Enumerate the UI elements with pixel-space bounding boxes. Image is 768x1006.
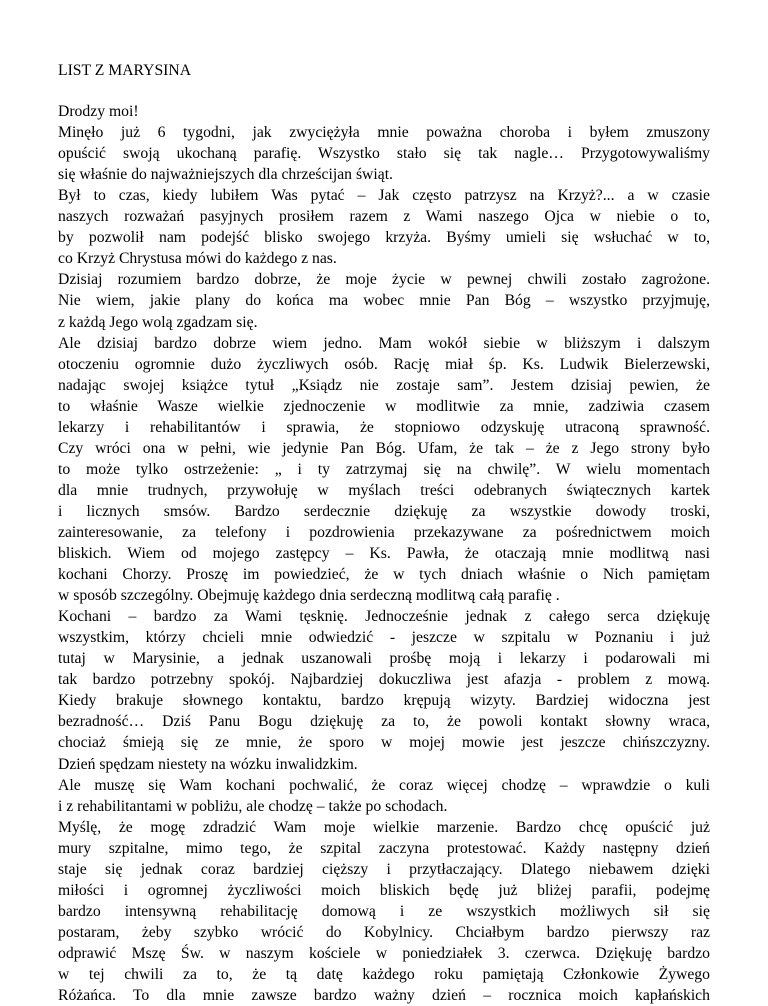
text-line: kochani Chorzy. Proszę im powiedzieć, że w tych dniach właśnie o Nich pamiętam (58, 566, 710, 584)
text-line: i licznych smsów. Bardzo serdecznie dziękuję za wszystkie dowody troski, (58, 502, 710, 520)
text-line: miłości i ogromnej życzliwości moich bliskich będę już bliżej parafii, podejmę (58, 881, 710, 899)
text-line: się właśnie do najważniejszych dla chrześcijan świąt. (58, 166, 393, 184)
text-line: by pozwolił nam podejść blisko swojego krzyża. Byśmy umieli się wsłuchać w to, (58, 229, 710, 247)
letter-page (58, 60, 710, 1006)
text-line: Był to czas, kiedy lubiłem Was pytać – Jak często patrzysz na Krzyż?... a w czasie (58, 187, 710, 205)
text-line: Ale dzisiaj bardzo dobrze wiem jedno. Mam wokół siebie w bliższym i dalszym (58, 334, 710, 352)
text-line: i z rehabilitantami w pobliżu, ale chodzę – także po schodach. (58, 797, 448, 815)
text-line: bardzo intensywną rehabilitację domową i ze wszystkich możliwych sił się (58, 902, 710, 920)
text-line: Drodzy moi! (58, 103, 139, 121)
text-line: otoczeniu ogromnie dużo życzliwych osób. Rację miał śp. Ks. Ludwik Bielerzewski, (58, 355, 710, 373)
text-line: co Krzyż Chrystusa mówi do każdego z nas. (58, 250, 337, 268)
text-line: chociaż śmieją się ze mnie, że sporo w mojej mowie jest jeszcze chińszczyzny. (58, 734, 710, 752)
text-line: w tej chwili za to, że tą datę każdego roku pamiętają Członkowie Żywego (58, 965, 710, 983)
text-line: Myślę, że mogę zdradzić Wam moje wielkie marzenie. Bardzo chcę opuścić już (58, 818, 710, 836)
text-line: odprawić Mszę Św. w naszym kościele w poniedziałek 3. czerwca. Dziękuję bardzo (58, 944, 710, 962)
text-line: to może tylko ostrzeżenie: „ i ty zatrzymaj się na chwilę”. W wielu momentach (58, 460, 710, 478)
text-line: zainteresowanie, za telefony i pozdrowienia przekazywane za pośrednictwem moich (58, 523, 710, 541)
text-line: dla mnie trudnych, przywołuję w myślach treści odebranych świątecznych kartek (58, 481, 710, 499)
text-line: nadając swojej książce tytuł „Ksiądz nie zostaje sam”. Jestem dzisiaj pewien, że (58, 376, 710, 394)
text-line: z każdą Jego wolą zgadzam się. (58, 313, 258, 331)
text-line: Dzień spędzam niestety na wózku inwalidzkim. (58, 755, 358, 773)
text-line: Różańca. To dla mnie zawsze bardzo ważny dzień – rocznica moich kapłańskich (58, 987, 710, 1005)
text-line: Dzisiaj rozumiem bardzo dobrze, że moje życie w pewnej chwili zostało zagrożone. (58, 271, 710, 289)
text-line: lekarzy i rehabilitantów i sprawia, że stopniowo odzyskuję utraconą sprawność. (58, 418, 710, 436)
text-line: tutaj w Marysinie, a jednak uszanowali prośbę moją i lekarzy i podarowali mi (58, 650, 710, 668)
text-line: Nie wiem, jakie plany do końca ma wobec mnie Pan Bóg – wszystko przyjmuję, (58, 292, 710, 310)
text-line: postaram, żeby szybko wrócić do Kobylnicy. Chciałbym bardzo pierwszy raz (58, 923, 710, 941)
letter-title: LIST Z MARYSINA (58, 62, 192, 79)
text-line: tak bardzo potrzebny spokój. Najbardziej dokuczliwa jest afazja - problem z mową. (58, 671, 710, 689)
text-line: Kiedy brakuje słownego kontaktu, bardzo krępują wizyty. Bardziej widoczna jest (58, 692, 710, 710)
text-line: mury szpitalne, mimo tego, że szpital zaczyna protestować. Każdy następny dzień (58, 839, 710, 857)
text-line: bliskich. Wiem od mojego zastępcy – Ks. Pawła, że otaczają mnie modlitwą nasi (58, 545, 710, 563)
text-line: to właśnie Wasze wielkie zjednoczenie w modlitwie za mnie, zadziwia czasem (58, 397, 710, 415)
letter-body (58, 101, 710, 1006)
text-line: Minęło już 6 tygodni, jak zwyciężyła mnie poważna choroba i byłem zmuszony (58, 124, 710, 142)
text-line: opuścić swoją ukochaną parafię. Wszystko stało się tak nagle… Przygotowywaliśmy (58, 145, 710, 163)
text-line: Czy wróci ona w pełni, wie jedynie Pan Bóg. Ufam, że tak – że z Jego strony było (58, 439, 710, 457)
text-line: bezradność… Dziś Panu Bogu dziękuję za to, że powoli kontakt słowny wraca, (58, 713, 710, 731)
text-line: w sposób szczególny. Obejmuję każdego dnia serdeczną modlitwą całą parafię . (58, 587, 560, 605)
text-line: wszystkim, którzy chcieli mnie odwiedzić - jeszcze w szpitalu w Poznaniu i już (58, 629, 710, 647)
text-line: staje się jednak coraz bardziej cięższy i przytłaczający. Dlatego niebawem dzięki (58, 860, 710, 878)
text-line: Ale muszę się Wam kochani pochwalić, że coraz więcej chodzę – wprawdzie o kuli (58, 776, 710, 794)
text-line: Kochani – bardzo za Wami tęsknię. Jednocześnie jednak z całego serca dziękuję (58, 608, 710, 626)
text-line: naszych rozważań pasyjnych prosiłem razem z Wami naszego Ojca w niebie o to, (58, 208, 710, 226)
